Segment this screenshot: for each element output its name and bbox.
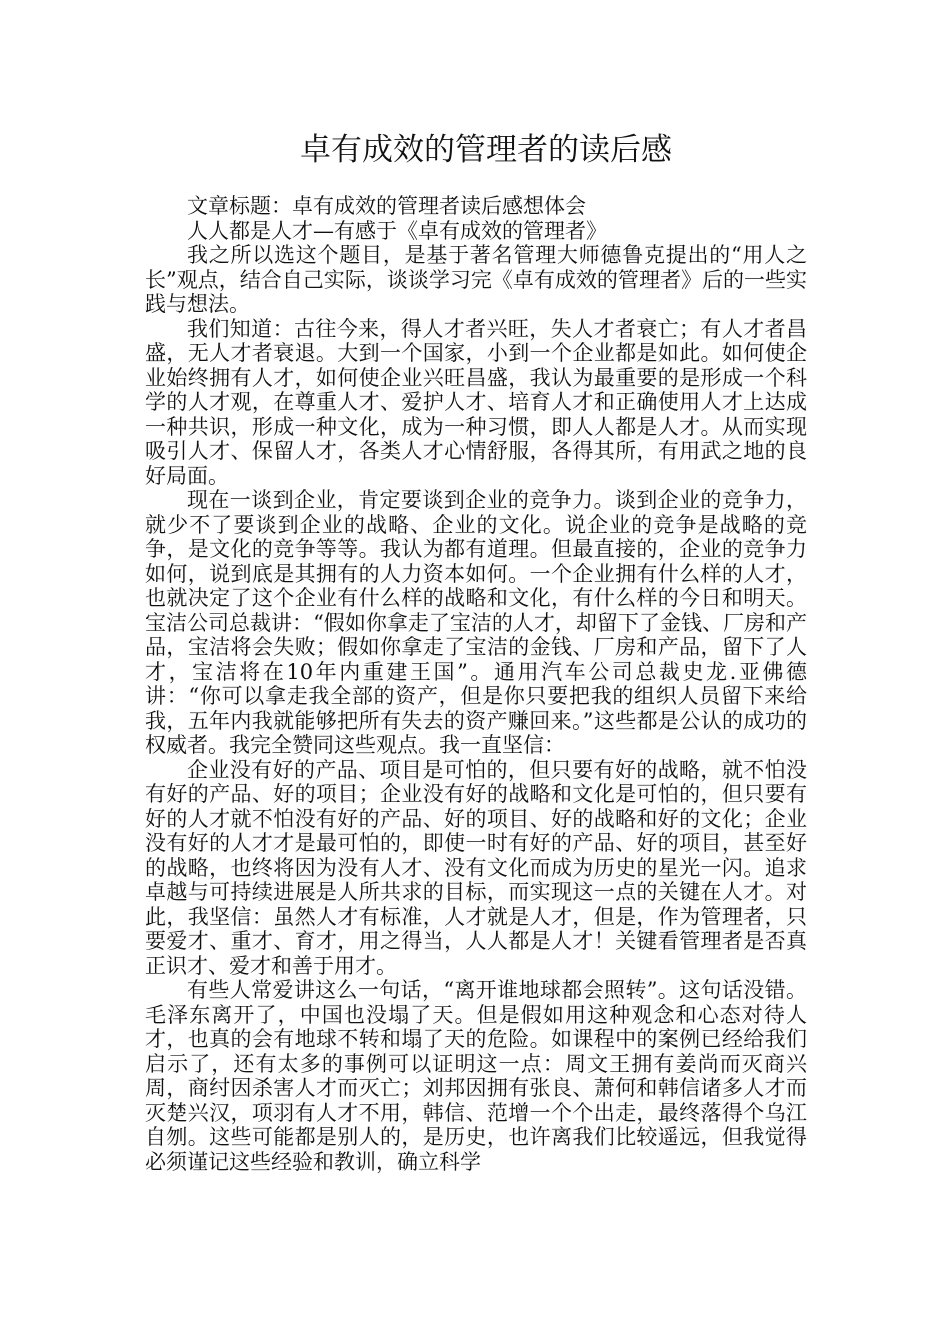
body-paragraph: 现在一谈到企业，肯定要谈到企业的竞争力。谈到企业的竞争力，就少不了要谈到企业的战略、企业的文化。说企业的竞争是战略的竞争，是文化的竞争等等。我认为都有道理。但最直接的，企业的竞争力如何，说到底是其拥有的人力资本如何。一个企业拥有什么样的人才，也就决定了这个企业有什么样的战略和文化，有什么样的今日和明天。宝洁公司总裁讲：“假如你拿走了宝洁的人才，却留下了金钱、厂房和产品，宝洁将会失败；假如你拿走了宝洁的金钱、厂房和产品，留下了人才，宝洁将在10年内重建王国”。通用汽车公司总裁史龙.亚佛德讲：“你可以拿走我全部的资产，但是你只要把我的组织人员留下来给我，五年内我就能够把所有失去的资产赚回来。”这些都是公认的成功的权威者。我完全赞同这些观点。我一直坚信： (145, 488, 807, 757)
body-paragraph: 企业没有好的产品、项目是可怕的，但只要有好的战略，就不怕没有好的产品、好的项目；企业没有好的战略和文化是可怕的，但只要有好的人才就不怕没有好的产品、好的项目、好的战略和好的文化；企业没有好的人才才是最可怕的，即使一时有好的产品、好的项目，甚至好的战略，也终将因为没有人才、没有文化而成为历史的星光一闪。追求卓越与可持续进展是人所共求的目标，而实现这一点的关键在人才。对此，我坚信：虽然人才有标准，人才就是人才，但是，作为管理者，只要爱才、重才、育才，用之得当，人人都是人才！关键看管理者是否真正识才、爱才和善于用才。 (145, 757, 807, 978)
body-paragraph: 我之所以选这个题目，是基于著名管理大师德鲁克提出的“用人之长”观点，结合自己实际，谈谈学习完《卓有成效的管理者》后的一些实践与想法。 (145, 243, 807, 316)
body-paragraph: 我们知道：古往今来，得人才者兴旺，失人才者衰亡；有人才者昌盛，无人才者衰退。大到一个国家，小到一个企业都是如此。如何使企业始终拥有人才，如何使企业兴旺昌盛，我认为最重要的是形成一个科学的人才观，在尊重人才、爱护人才、培育人才和正确使用人才上达成一种共识，形成一种文化，成为一种习惯，即人人都是人才。从而实现吸引人才、保留人才，各类人才心情舒服，各得其所，有用武之地的良好局面。 (145, 316, 807, 488)
article-title-line: 文章标题：卓有成效的管理者读后感想体会 (187, 194, 586, 218)
document-title: 卓有成效的管理者的读后感 (300, 132, 672, 168)
body-paragraph: 有些人常爱讲这么一句话，“离开谁地球都会照转”。这句话没错。毛泽东离开了，中国也没塌了天。但是假如用这种观念和心态对待人才，也真的会有地球不转和塌了天的危险。如课程中的案例已经给我们启示了，还有太多的事例可以证明这一点：周文王拥有姜尚而灭商兴周，商纣因杀害人才而灭亡；刘邦因拥有张良、萧何和韩信诸多人才而灭楚兴汉，项羽有人才不用，韩信、范增一个个出走，最终落得个乌江自刎。这些可能都是别人的，是历史，也许离我们比较遥远，但我觉得必须谨记这些经验和教训，确立科学 (145, 978, 807, 1174)
article-subtitle-line: 人人都是人才—有感于《卓有成效的管理者》 (187, 218, 607, 243)
document-page (145, 122, 807, 1174)
